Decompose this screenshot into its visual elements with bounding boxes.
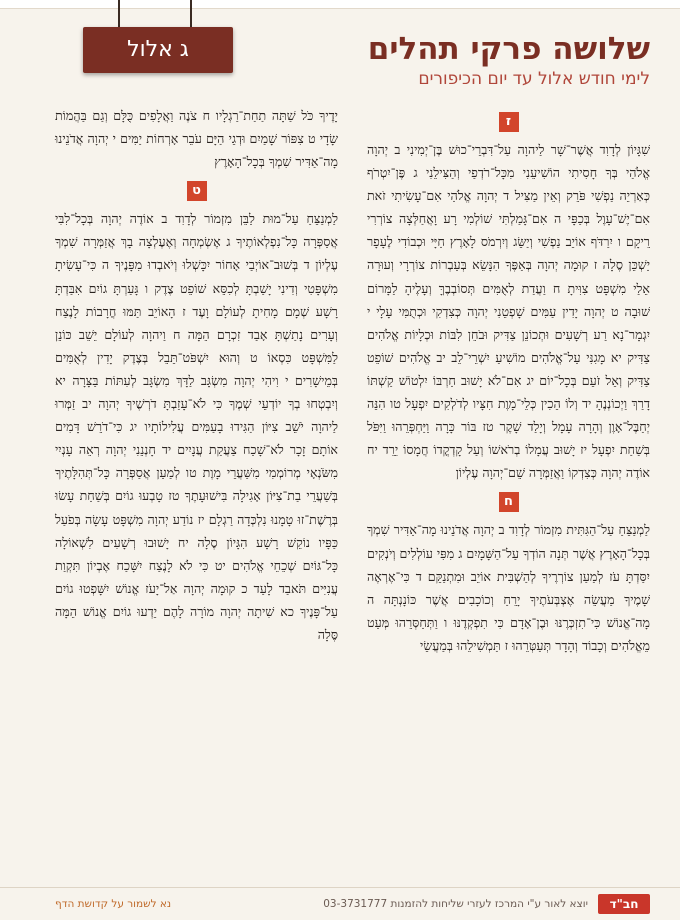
footer-publisher: יוצא לאור ע"י המרכז לעזרי שליחות להזמנות 03-3731777 [323,898,588,910]
date-tag: ג אלול [83,27,233,73]
page-subtitle: לימי חודש אלול עד יום הכיפורים [418,69,650,89]
chapter-8-text [367,518,650,657]
chapter-8-continued [55,104,338,173]
left-column [55,104,338,646]
publisher-logo: חב"ד [598,894,650,914]
chapter-7-body: שִׁגָּיוֹן לְדָוִד אֲשֶׁר־שָׁר לַיהוָה עַל־דִּבְרֵי־כוּשׁ בֶּן־יְמִינִי ב יְהוָה אֱלֹהַי בְּךָ חָסִיתִי הוֹשִׁיעֵנִי מִכָּל־רֹדְפַי וְהַצִּילֵנִי ג פֶּן־יִטְרֹף כְּאַרְיֵה נַפְשִׁי פֹּרֵק וְאֵין מַצִּיל ד יְהוָה אֱלֹהַי אִם־עָשִׂיתִי זֹאת אִם־יֶשׁ־עָוֶל בְּכַפָּי ה אִם־גָּמַלְתִּי שׁוֹלְמִי רָע וָאֲחַלְּצָה צוֹרְרִי רֵיקָם ו יִרַדֹּף אוֹיֵב נַפְשִׁי וְיַשֵּׂג וְיִרְמֹס לָאָרֶץ חַיָּי וּכְבוֹדִי לֶעָפָר יַשְׁכֵּן סֶלָה ז קוּמָה יְהוָה בְּאַפֶּךָ הִנָּשֵׂא בְּעַבְרוֹת צוֹרְרָי וְעוּרָה אֵלַי מִשְׁפָּט צִוִּיתָ ח וַעֲדַת לְאֻמִּים תְּסוֹבְבֶךָּ וְעָלֶיהָ לַמָּרוֹם שׁוּבָה ט יְהוָה יָדִין עַמִּים שָׁפְטֵנִי יְהוָה כְּצִדְקִי וּכְתֻמִּי עָלָי י יִגְמָר־נָא רַע רְשָׁעִים וּתְכוֹנֵן צַדִּיק וּבֹחֵן לִבּוֹת וּכְלָיוֹת אֱלֹהִים צַדִּיק יא מָגִנִּי עַל־אֱלֹהִים מוֹשִׁיעַ יִשְׁרֵי־לֵב יב אֱלֹהִים שׁוֹפֵט צַדִּיק וְאֵל זֹעֵם בְּכָל־יוֹם יג אִם־לֹא יָשׁוּב חַרְבּוֹ יִלְטוֹשׁ קַשְׁתּוֹ דָרַךְ וַיְכוֹנְנֶהָ יד וְלוֹ הֵכִין כְּלֵי־מָוֶת חִצָּיו לְדֹלְקִים יִפְעָל טו הִנֵּה יְחַבֶּל־אָוֶן וְהָרָה עָמָל וְיָלַד שָׁקֶר טז בּוֹר כָּרָה וַיַּחְפְּרֵהוּ וַיִּפֹּל בְּשַׁחַת יִפְעָל יז יָשׁוּב עֲמָלוֹ בְרֹאשׁוֹ וְעַל קָדְקֳדוֹ חֲמָסוֹ יֵרֵד יח אוֹדֶה יְהוָה כְּצִדְקוֹ וַאֲזַמְּרָה שֵׁם־יְהוָה עֶלְיוֹן [367,142,650,481]
chapter-8-body: לַמְנַצֵּחַ עַל־הַגִּתִּית מִזְמוֹר לְדָוִד ב יְהוָה אֲדֹנֵינוּ מָה־אַדִּיר שִׁמְךָ בְּכָל־הָאָרֶץ אֲשֶׁר תְּנָה הוֹדְךָ עַל־הַשָּׁמָיִם ג מִפִּי עוֹלְלִים וְיֹנְקִים יִסַּדְתָּ עֹז לְמַעַן צוֹרְרֶיךָ לְהַשְׁבִּית אוֹיֵב וּמִתְנַקֵּם ד כִּי־אֶרְאֶה שָׁמֶיךָ מַעֲשֵׂה אֶצְבְּעֹתֶיךָ יָרֵחַ וְכוֹכָבִים אֲשֶׁר כּוֹנָנְתָּה ה מָה־אֱנוֹשׁ כִּי־תִזְכְּרֶנּוּ וּבֶן־אָדָם כִּי תִפְקְדֶנּוּ ו וַתְּחַסְּרֵהוּ מְּעַט מֵאֱלֹהִים וְכָבוֹד וְהָדָר תְּעַטְּרֵהוּ ז תַּמְשִׁילֵהוּ בְּמַעֲשֵׂי [367,522,650,653]
chapter-8-continued-body: יָדֶיךָ כֹּל שַׁתָּה תַחַת־רַגְלָיו ח צֹנֶה וַאֲלָפִים כֻּלָּם וְגַם בַּהֲמוֹת שָׂדָי ט צִפּוֹר שָׁמַיִם וּדְגֵי הַיָּם עֹבֵר אָרְחוֹת יַמִּים י יְהוָה אֲדֹנֵינוּ מָה־אַדִּיר שִׁמְךָ בְּכָל־הָאָרֶץ [55,108,338,170]
chapter-badge-9: ט [187,181,207,201]
top-strip [0,0,680,9]
page-header [250,30,650,90]
chapter-badge-7: ז [499,112,519,132]
page-footer [0,887,680,920]
page-title: שלושה פרקי תהלים [367,31,650,67]
chapter-9-text [55,207,338,646]
chapter-9-body: לַמְנַצֵּחַ עַל־מוּת לַבֵּן מִזְמוֹר לְדָוִד ב אוֹדֶה יְהוָה בְּכָל־לִבִּי אֲסַפְּרָה כָּל־נִפְלְאוֹתֶיךָ ג אֶשְׂמְחָה וְאֶעֶלְצָה בָךְ אֲזַמְּרָה שִׁמְךָ עֶלְיוֹן ד בְּשׁוּב־אוֹיְבַי אָחוֹר יִכָּשְׁלוּ וְיֹאבְדוּ מִפָּנֶיךָ ה כִּי־עָשִׂיתָ מִשְׁפָּטִי וְדִינִי יָשַׁבְתָּ לְכִסֵּא שׁוֹפֵט צֶדֶק ו גָּעַרְתָּ גוֹיִם אִבַּדְתָּ רָשָׁע שְׁמָם מָחִיתָ לְעוֹלָם וָעֶד ז הָאוֹיֵב תַּמּוּ חֳרָבוֹת לָנֶצַח וְעָרִים נָתַשְׁתָּ אָבַד זִכְרָם הֵמָּה ח וַיהוָה לְעוֹלָם יֵשֵׁב כּוֹנֵן לַמִּשְׁפָּט כִּסְאוֹ ט וְהוּא יִשְׁפֹּט־תֵּבֵל בְּצֶדֶק יָדִין לְאֻמִּים בְּמֵישָׁרִים י וִיהִי יְהוָה מִשְׂגָּב לַדָּךְ מִשְׂגָּב לְעִתּוֹת בַּצָּרָה יא וְיִבְטְחוּ בְךָ יוֹדְעֵי שְׁמֶךָ כִּי לֹא־עָזַבְתָּ דֹרְשֶׁיךָ יְהוָה יב זַמְּרוּ לַיהוָה יֹשֵׁב צִיּוֹן הַגִּידוּ בָעַמִּים עֲלִילוֹתָיו יג כִּי־דֹרֵשׁ דָּמִים אוֹתָם זָכָר לֹא־שָׁכַח צַעֲקַת עֲנָיִים יד חָנְנֵנִי יְהוָה רְאֵה עָנְיִי מִשֹּׂנְאָי מְרוֹמְמִי מִשַּׁעֲרֵי מָוֶת טו לְמַעַן אֲסַפְּרָה כָּל־תְּהִלָּתֶיךָ בְּשַׁעֲרֵי בַת־צִיּוֹן אָגִילָה בִּישׁוּעָתֶךָ טז טָבְעוּ גוֹיִם בְּשַׁחַת עָשׂוּ בְּרֶשֶׁת־זוּ טָמָנוּ נִלְכְּדָה רַגְלָם יז נוֹדַע יְהוָה מִשְׁפָּט עָשָׂה בְּפֹעַל כַּפָּיו נוֹקֵשׁ רָשָׁע הִגָּיוֹן סֶלָה יח יָשׁוּבוּ רְשָׁעִים לִשְׁאוֹלָה כָּל־גּוֹיִם שְׁכֵחֵי אֱלֹהִים יט כִּי לֹא לָנֶצַח יִשָּׁכַח אֶבְיוֹן תִּקְוַת עֲנִיִּים תֹּאבַד לָעַד כ קוּמָה יְהוָה אַל־יָעֹז אֱנוֹשׁ יִשָּׁפְטוּ גוֹיִם עַל־פָּנֶיךָ כא שִׁיתָה יְהוָה מוֹרָה לָהֶם יֵדְעוּ גוֹיִם אֱנוֹשׁ הֵמָּה סֶּלָה [55,211,338,642]
chapter-7-text [367,138,650,484]
chapter-badge-8: ח [499,492,519,512]
hanging-string-left [118,0,120,28]
right-column [367,104,650,657]
footer-notice: נא לשמור על קדושת הדף [55,898,172,910]
hanging-string-right [190,0,192,28]
